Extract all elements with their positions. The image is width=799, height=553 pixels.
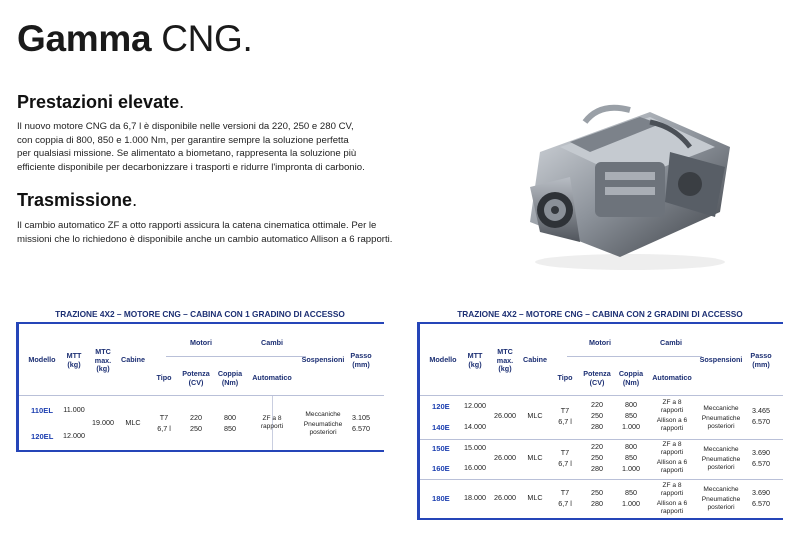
col-header-cabine: Cabine <box>523 355 547 364</box>
col-header-cambi: Cambi <box>660 338 682 347</box>
model-150e: 150E <box>432 444 450 453</box>
coppia-value: 800 <box>625 400 637 409</box>
mtc-value: 26.000 <box>494 453 516 462</box>
mtt-value: 12.000 <box>464 401 486 410</box>
text-line: Il nuovo motore CNG da 6,7 l è disponibile nelle versioni da 220, 250 e 280 CV, <box>17 121 354 132</box>
col-header-cambi: Cambi <box>261 338 283 347</box>
model-120el: 120EL <box>31 432 54 441</box>
col-header-motori: Motori <box>190 338 212 347</box>
potenza-value: 250 <box>591 488 603 497</box>
potenza-value: 250 <box>190 424 202 433</box>
cabine-value: MLC <box>527 411 543 420</box>
sospensioni-value: Pneumatiche <box>701 496 741 503</box>
coppia-value: 1.000 <box>622 464 640 473</box>
table2 <box>417 322 783 520</box>
section-heading-prestazioni: Prestazioni elevate. <box>17 92 185 112</box>
section-text-trasmissione <box>17 219 392 246</box>
col-header-sospensioni: Sospensioni <box>699 355 743 364</box>
passo-value: 6.570 <box>752 417 770 426</box>
automatico-value: ZF a 8 <box>662 441 682 448</box>
automatico-value: ZF a 8 <box>662 482 682 489</box>
potenza-value: 220 <box>591 442 603 451</box>
text-line: Il cambio automatico ZF a otto rapporti assicura la catena cinematica ottimale. Per le <box>17 220 377 231</box>
automatico-value: rapporti <box>660 425 684 432</box>
cabine-value: MLC <box>527 493 543 502</box>
table1-title: TRAZIONE 4X2 – MOTORE CNG – CABINA CON 1 GRADINO DI ACCESSO <box>55 309 345 319</box>
sospensioni-value: Meccaniche <box>703 486 739 493</box>
automatico-value: Allison a 6 <box>656 500 688 507</box>
col-header-modello: Modello <box>28 355 56 364</box>
coppia-value: 1.000 <box>622 422 640 431</box>
model-180e: 180E <box>432 494 450 503</box>
section-text-prestazioni <box>17 120 365 174</box>
col-header-cabine: Cabine <box>121 355 145 364</box>
model-110el: 110EL <box>31 406 53 415</box>
automatico-value: Allison a 6 <box>656 417 688 424</box>
section-heading-trasmissione: Trasmissione. <box>17 190 138 210</box>
mtc-value: 26.000 <box>494 411 516 420</box>
potenza-value: 220 <box>190 413 202 422</box>
automatico-value: Allison a 6 <box>656 459 688 466</box>
page-title <box>17 19 253 59</box>
text-line: per qualsiasi missione. Se alimentato a biometano, rappresenta la soluzione più <box>17 148 357 160</box>
coppia-value: 850 <box>625 453 637 462</box>
coppia-value: 850 <box>625 411 637 420</box>
mtt-value: 15.000 <box>464 443 486 452</box>
engine-image <box>500 92 750 272</box>
col-header-tipo: Tipo <box>156 373 172 382</box>
automatico-value: rapporti <box>660 490 684 497</box>
potenza-value: 250 <box>591 411 603 420</box>
col-header-passo: Passo (mm) <box>750 351 772 369</box>
tipo-value: T7 <box>560 406 570 415</box>
model-140e: 140E <box>432 423 450 432</box>
automatico-value: rapporti <box>660 407 684 414</box>
tipo-value: 6,7 l <box>157 424 171 433</box>
col-header-modello: Modello <box>429 355 457 364</box>
coppia-value: 800 <box>625 442 637 451</box>
sospensioni-value: Pneumatiche <box>303 421 343 428</box>
potenza-value: 250 <box>591 453 603 462</box>
col-header-automatico: Automatico <box>652 373 692 382</box>
sospensioni-value: posteriori <box>707 504 735 511</box>
tipo-value: 6,7 l <box>558 459 572 468</box>
passo-value: 6.570 <box>752 459 770 468</box>
coppia-value: 1.000 <box>622 499 640 508</box>
page-title-bold: Gamma <box>17 18 152 59</box>
automatico-value: rapporti <box>260 423 284 430</box>
col-header-potenza: Potenza (CV) <box>182 369 210 387</box>
sospensioni-value: posteriori <box>309 429 337 436</box>
potenza-value: 220 <box>591 400 603 409</box>
tipo-value: 6,7 l <box>558 499 572 508</box>
automatico-value: rapporti <box>660 449 684 456</box>
sospensioni-value: Meccaniche <box>305 411 341 418</box>
mtt-value: 16.000 <box>464 463 486 472</box>
col-header-mtt: MTT (kg) <box>467 351 483 369</box>
col-header-mtc: MTC max. (kg) <box>94 347 112 374</box>
coppia-value: 850 <box>224 424 236 433</box>
passo-value: 3.105 <box>352 413 370 422</box>
col-header-coppia: Coppia (Nm) <box>618 369 644 387</box>
col-header-passo: Passo (mm) <box>350 351 372 369</box>
tipo-value: T7 <box>159 413 169 422</box>
passo-value: 3.465 <box>752 406 770 415</box>
col-header-sospensioni: Sospensioni <box>301 355 345 364</box>
sospensioni-value: posteriori <box>707 423 735 430</box>
model-160e: 160E <box>432 464 450 473</box>
mtt-value: 14.000 <box>464 422 486 431</box>
passo-value: 3.690 <box>752 448 770 457</box>
col-header-coppia: Coppia (Nm) <box>217 369 243 387</box>
page-title-light: CNG. <box>161 18 253 59</box>
sospensioni-value: posteriori <box>707 464 735 471</box>
text-line: con coppia di 800, 850 e 1.000 Nm, per garantire sempre la soluzione perfetta <box>17 134 349 146</box>
col-header-motori: Motori <box>589 338 611 347</box>
passo-value: 6.570 <box>752 499 770 508</box>
sospensioni-value: Meccaniche <box>703 446 739 453</box>
tipo-value: T7 <box>560 488 570 497</box>
mtc-value: 19.000 <box>92 418 114 427</box>
tipo-value: 6,7 l <box>558 417 572 426</box>
text-line: missioni che lo richiedono è disponibile anche un cambio automatico Allison a 6 rapporti. <box>17 233 393 245</box>
text-line: efficiente disponibile per decarbonizzare i trasporti e ridurre l'impronta di carbonio. <box>17 161 365 173</box>
col-header-tipo: Tipo <box>557 373 573 382</box>
passo-value: 6.570 <box>352 424 370 433</box>
col-header-mtt: MTT (kg) <box>66 351 82 369</box>
sospensioni-value: Meccaniche <box>703 405 739 412</box>
potenza-value: 280 <box>591 499 603 508</box>
potenza-value: 280 <box>591 422 603 431</box>
automatico-value: ZF a 8 <box>262 415 282 422</box>
tipo-value: T7 <box>560 448 570 457</box>
sospensioni-value: Pneumatiche <box>701 415 741 422</box>
mtt-value: 18.000 <box>464 493 486 502</box>
cabine-value: MLC <box>527 453 543 462</box>
table1 <box>16 322 384 452</box>
automatico-value: rapporti <box>660 508 684 515</box>
col-header-automatico: Automatico <box>252 373 292 382</box>
potenza-value: 280 <box>591 464 603 473</box>
coppia-value: 800 <box>224 413 236 422</box>
mtt-value: 11.000 <box>63 405 85 414</box>
table2-title: TRAZIONE 4X2 – MOTORE CNG – CABINA CON 2 GRADINI DI ACCESSO <box>457 309 743 319</box>
coppia-value: 850 <box>625 488 637 497</box>
sospensioni-value: Pneumatiche <box>701 456 741 463</box>
cabine-value: MLC <box>125 418 141 427</box>
model-120e: 120E <box>432 402 450 411</box>
automatico-value: rapporti <box>660 467 684 474</box>
automatico-value: ZF a 8 <box>662 399 682 406</box>
col-header-potenza: Potenza (CV) <box>583 369 611 387</box>
col-header-mtc: MTC max. (kg) <box>496 347 514 374</box>
mtc-value: 26.000 <box>494 493 516 502</box>
passo-value: 3.690 <box>752 488 770 497</box>
mtt-value: 12.000 <box>63 431 85 440</box>
